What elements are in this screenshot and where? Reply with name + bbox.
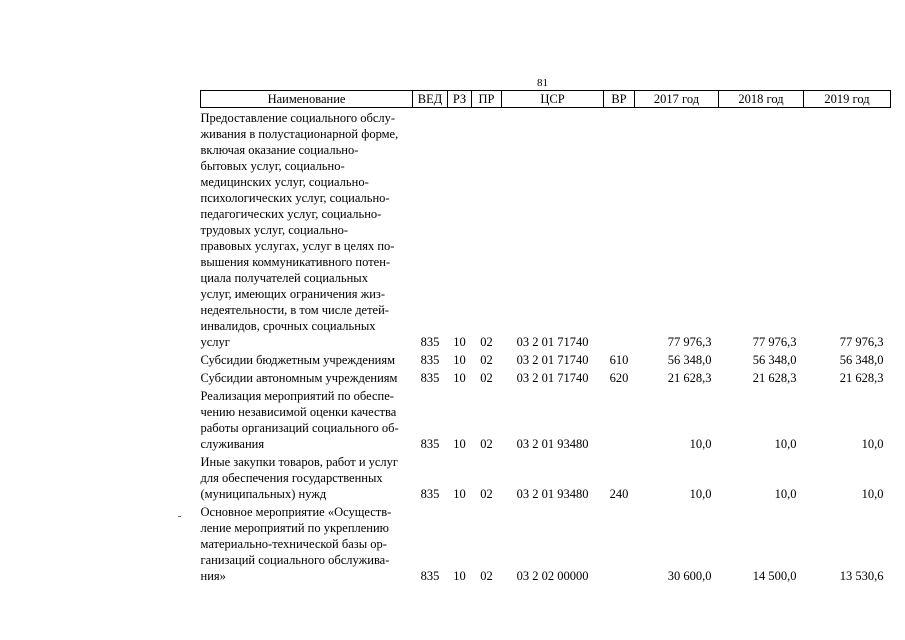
row-name-line: ление мероприятий по укреплению — [200, 521, 390, 535]
cell-pr: 02 — [480, 437, 493, 451]
cell-csr: 03 2 01 71740 — [516, 371, 589, 385]
cell-csr: 03 2 01 93480 — [516, 487, 589, 501]
row-name-line: (муниципальных) нужд — [200, 487, 327, 501]
table-row — [201, 368, 891, 386]
header-name: Наименование — [201, 91, 413, 108]
cell-rz: 10 — [453, 371, 466, 385]
row-name-line: ния» — [200, 569, 226, 583]
row-name — [201, 350, 413, 368]
table-row — [201, 502, 891, 584]
cell-2019: 10,0 — [861, 487, 884, 501]
row-name-line: живания в полустационарной форме, — [200, 127, 399, 141]
cell-ved: 835 — [420, 353, 440, 367]
row-name-line: циала получателей социальных — [200, 271, 368, 285]
header-csr: ЦСР — [502, 91, 604, 108]
row-name-line: бытовых услуг, социально- — [200, 159, 345, 173]
scan-speck — [178, 516, 181, 517]
cell-pr: 02 — [480, 569, 493, 583]
cell-2019: 13 530,6 — [839, 569, 884, 583]
cell-csr: 03 2 01 71740 — [516, 353, 589, 367]
row-name-line: психологических услуг, социально- — [200, 191, 390, 205]
cell-rz: 10 — [453, 487, 466, 501]
table-body — [201, 108, 891, 585]
cell-pr: 02 — [480, 353, 493, 367]
header-2017: 2017 год — [635, 91, 719, 108]
row-name-line: услуг, имеющих ограничения жиз- — [200, 287, 385, 301]
row-name — [201, 502, 413, 584]
cell-2018: 77 976,3 — [752, 335, 797, 349]
header-ved: ВЕД — [413, 91, 448, 108]
row-name-line: услуг — [200, 335, 230, 349]
row-name — [201, 368, 413, 386]
row-name-line: Основное мероприятие «Осуществ- — [200, 505, 392, 519]
row-name-line: трудовых услуг, социально- — [200, 223, 349, 237]
cell-ved: 835 — [420, 335, 440, 349]
header-rz: РЗ — [448, 91, 472, 108]
row-name-line: педагогических услуг, социально- — [200, 207, 382, 221]
row-name — [201, 386, 413, 452]
row-name-line: Субсидии автономным учреждениям — [200, 371, 398, 385]
header-2018: 2018 год — [719, 91, 804, 108]
header-pr: ПР — [472, 91, 502, 108]
table-row — [201, 386, 891, 452]
cell-csr: 03 2 02 00000 — [516, 569, 589, 583]
cell-rz: 10 — [453, 437, 466, 451]
cell-2018: 10,0 — [774, 487, 797, 501]
cell-2017: 56 348,0 — [667, 353, 712, 367]
row-name-line: недеятельности, в том числе детей- — [200, 303, 389, 317]
table-row — [201, 350, 891, 368]
page-number: 81 — [537, 77, 548, 89]
cell-pr: 02 — [480, 371, 493, 385]
table-row — [201, 108, 891, 351]
cell-2018: 56 348,0 — [752, 353, 797, 367]
row-name-line: инвалидов, срочных социальных — [200, 319, 376, 333]
row-name-line: включая оказание социально- — [200, 143, 359, 157]
row-name-line: работы организаций социального об- — [200, 421, 399, 435]
row-name-line: чению независимой оценки качества — [200, 405, 397, 419]
cell-pr: 02 — [480, 335, 493, 349]
cell-vr: 610 — [609, 353, 629, 367]
cell-vr: 620 — [609, 371, 629, 385]
cell-2018: 14 500,0 — [752, 569, 797, 583]
row-name-line: правовых услугах, услуг в целях по- — [200, 239, 395, 253]
row-name-line: вышения коммуникативного потен- — [200, 255, 391, 269]
cell-rz: 10 — [453, 335, 466, 349]
row-name-line: материально-технической базы ор- — [200, 537, 387, 551]
cell-2017: 21 628,3 — [667, 371, 712, 385]
cell-ved: 835 — [420, 487, 440, 501]
row-name-line: медицинских услуг, социально- — [200, 175, 369, 189]
cell-pr: 02 — [480, 487, 493, 501]
row-name-line: служивания — [200, 437, 265, 451]
table-header-row — [201, 91, 891, 108]
cell-ved: 835 — [420, 371, 440, 385]
cell-2019: 21 628,3 — [839, 371, 884, 385]
cell-vr — [604, 502, 635, 584]
cell-2017: 10,0 — [689, 487, 712, 501]
row-name — [201, 452, 413, 502]
cell-ved: 835 — [420, 569, 440, 583]
cell-vr — [604, 108, 635, 351]
table-row — [201, 452, 891, 502]
cell-2019: 77 976,3 — [839, 335, 884, 349]
cell-2017: 10,0 — [689, 437, 712, 451]
cell-csr: 03 2 01 93480 — [516, 437, 589, 451]
row-name — [201, 108, 413, 351]
header-vr: ВР — [604, 91, 635, 108]
row-name-line: Субсидии бюджетным учреждениям — [200, 353, 396, 367]
cell-rz: 10 — [453, 569, 466, 583]
row-name-line: ганизаций социального обслужива- — [200, 553, 390, 567]
cell-vr: 240 — [609, 487, 629, 501]
budget-table — [200, 90, 891, 584]
cell-2019: 10,0 — [861, 437, 884, 451]
cell-2019: 56 348,0 — [839, 353, 884, 367]
row-name-line: Предоставление социального обслу- — [200, 111, 396, 125]
cell-2018: 10,0 — [774, 437, 797, 451]
cell-2017: 77 976,3 — [667, 335, 712, 349]
cell-csr: 03 2 01 71740 — [516, 335, 589, 349]
cell-rz: 10 — [453, 353, 466, 367]
cell-ved: 835 — [420, 437, 440, 451]
cell-2017: 30 600,0 — [667, 569, 712, 583]
row-name-line: Иные закупки товаров, работ и услуг — [200, 455, 399, 469]
cell-vr — [604, 386, 635, 452]
cell-2018: 21 628,3 — [752, 371, 797, 385]
header-2019: 2019 год — [804, 91, 891, 108]
row-name-line: Реализация мероприятий по обеспе- — [200, 389, 394, 403]
row-name-line: для обеспечения государственных — [200, 471, 383, 485]
